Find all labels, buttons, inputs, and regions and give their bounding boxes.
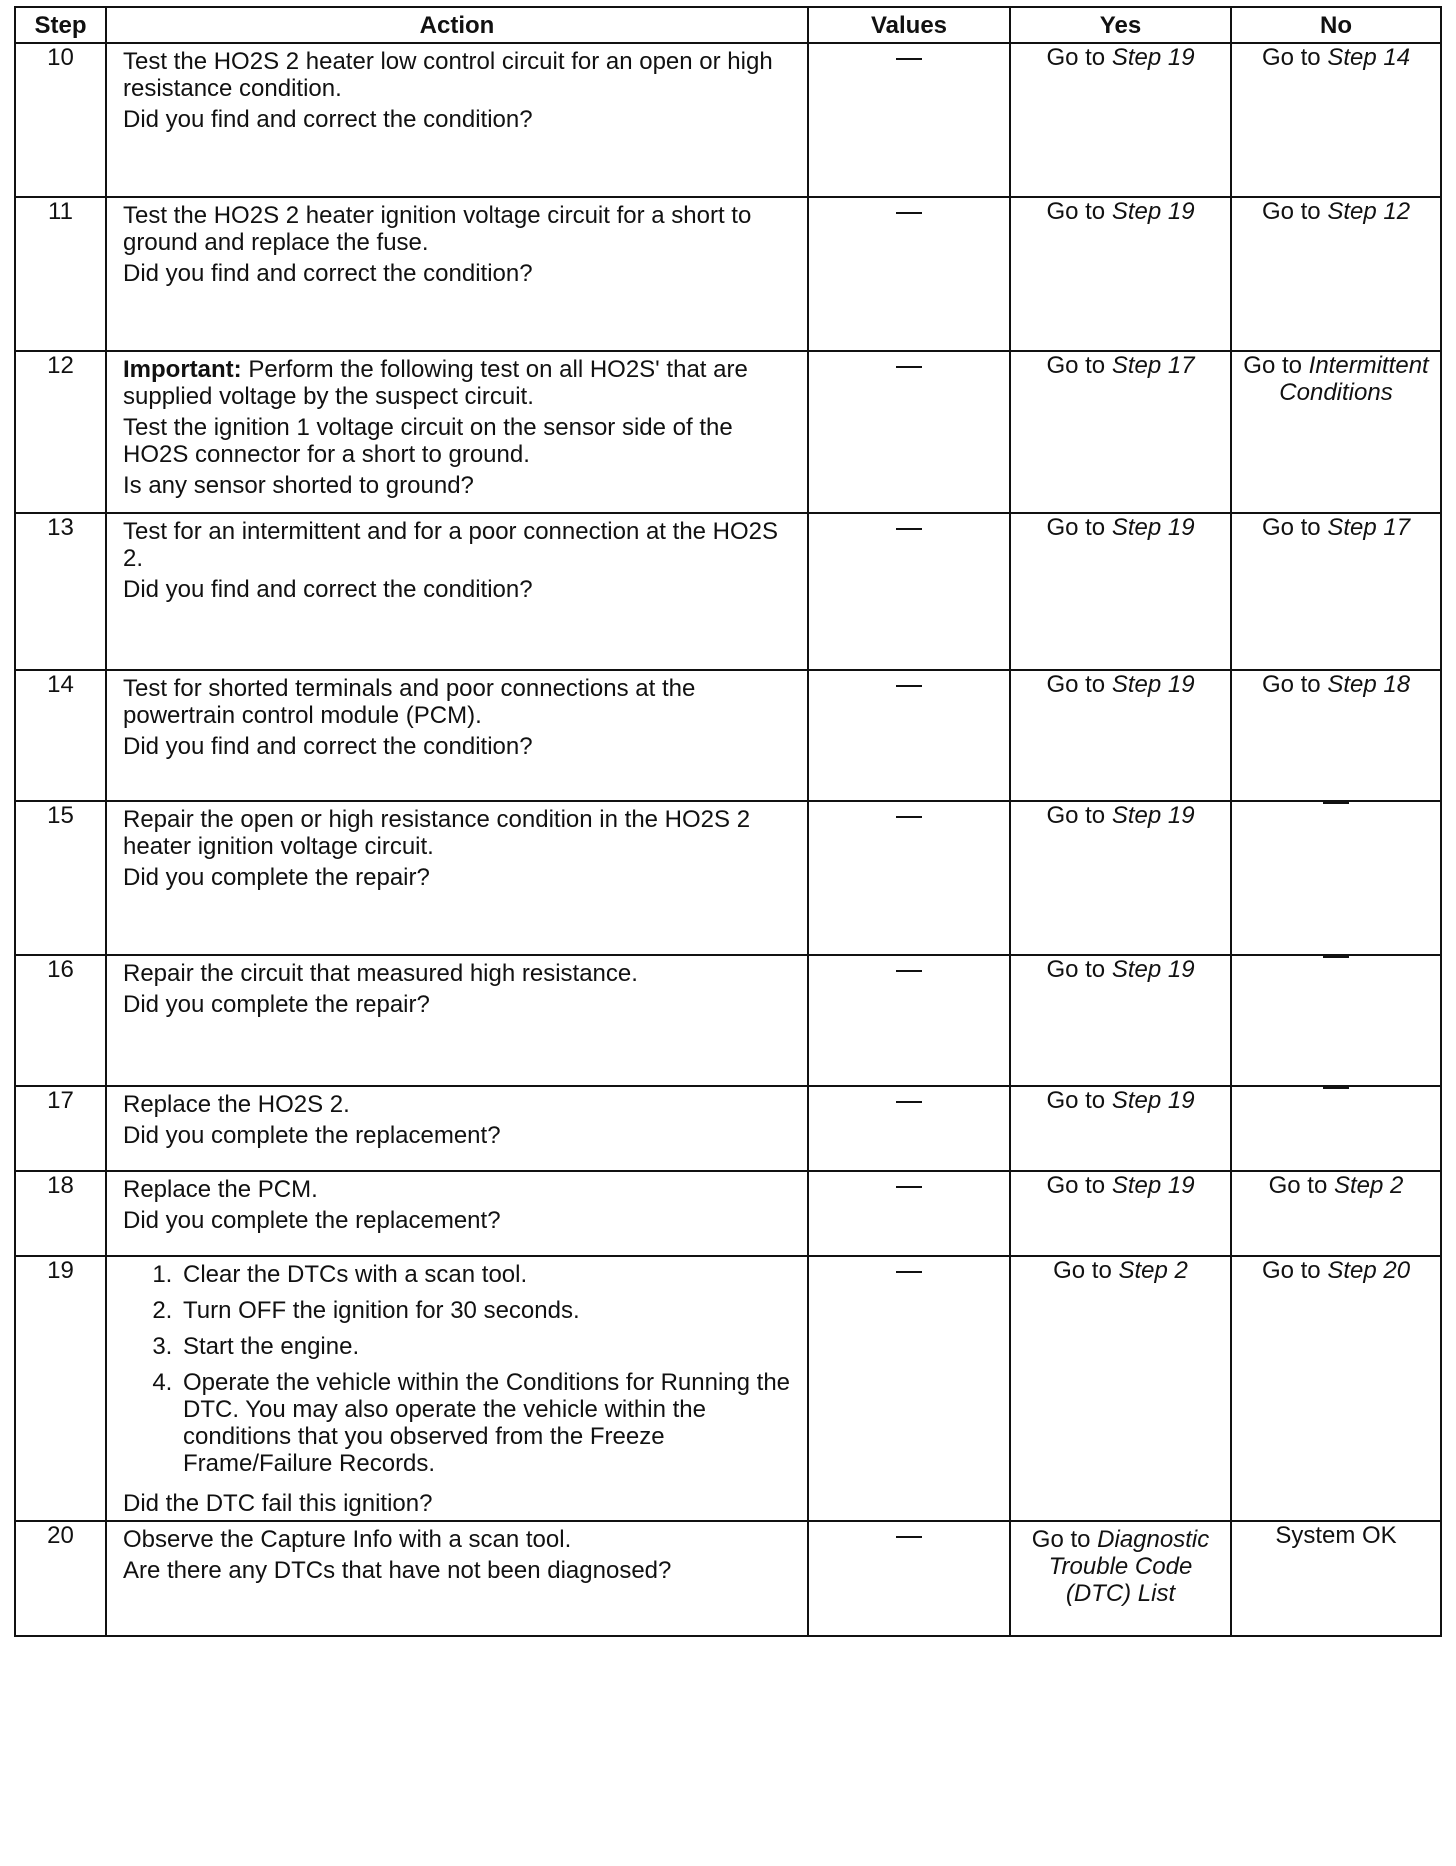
system-ok-text: System OK <box>1275 1522 1397 1549</box>
action-question: Did you find and correct the condition? <box>123 106 533 133</box>
yes-prefix: Go to <box>1046 956 1112 983</box>
values-cell <box>808 1171 1010 1256</box>
no-goto-link[interactable] <box>1262 671 1410 698</box>
yes-goto-link[interactable] <box>1046 1087 1194 1114</box>
table-row-step-15 <box>15 801 1441 955</box>
dash-mark <box>896 1271 922 1273</box>
yes-cell[interactable] <box>1010 1086 1231 1171</box>
values-cell <box>808 955 1010 1086</box>
action-text: Replace the PCM. <box>123 1176 318 1203</box>
dash-mark <box>896 528 922 530</box>
dash-mark <box>1323 1087 1349 1089</box>
step-number: 18 <box>15 1171 106 1256</box>
yes-link-text: Step 19 <box>1111 44 1195 71</box>
no-prefix: Go to <box>1261 44 1328 71</box>
table-row-step-10 <box>15 43 1441 197</box>
yes-goto-link[interactable] <box>1053 1257 1188 1284</box>
step-number: 17 <box>15 1086 106 1171</box>
table-header-row <box>15 7 1441 43</box>
yes-prefix: Go to <box>1046 671 1112 698</box>
header-step: Step <box>15 7 106 43</box>
header-yes: Yes <box>1010 7 1231 43</box>
yes-link-text: Step 19 <box>1111 802 1195 829</box>
no-prefix: Go to <box>1261 198 1328 225</box>
action-cell <box>106 670 808 801</box>
table-row-step-20 <box>15 1521 1441 1636</box>
action-cell <box>106 1256 808 1521</box>
values-cell <box>808 351 1010 513</box>
values-cell <box>808 1086 1010 1171</box>
step-number: 19 <box>15 1256 106 1521</box>
values-cell <box>808 43 1010 197</box>
action-question: Did you find and correct the condition? <box>123 733 533 760</box>
dash-mark <box>896 366 922 368</box>
yes-goto-link[interactable] <box>1046 956 1194 983</box>
important-note <box>123 356 791 410</box>
values-cell <box>808 670 1010 801</box>
action-question: Did you complete the repair? <box>123 991 430 1018</box>
no-prefix: Go to <box>1261 671 1328 698</box>
table-row-step-13 <box>15 513 1441 670</box>
table-row-step-19 <box>15 1256 1441 1521</box>
important-label: Important: <box>123 356 242 383</box>
action-question: Did you complete the replacement? <box>123 1122 501 1149</box>
dash-mark <box>896 58 922 60</box>
step-number: 12 <box>15 351 106 513</box>
no-cell <box>1231 955 1441 1086</box>
no-link-text: Step 18 <box>1327 671 1411 698</box>
action-text: Test the HO2S 2 heater ignition voltage circuit for a short to ground and replace the fuse. <box>123 202 752 256</box>
no-prefix: Go to <box>1261 514 1328 541</box>
no-goto-link[interactable] <box>1262 514 1410 541</box>
action-question: Did the DTC fail this ignition? <box>123 1490 433 1517</box>
table-row-step-14 <box>15 670 1441 801</box>
no-link-text: Step 14 <box>1327 44 1411 71</box>
yes-goto-link[interactable] <box>1046 802 1194 829</box>
step-number: 11 <box>15 197 106 351</box>
action-cell <box>106 43 808 197</box>
yes-link-text: Step 19 <box>1111 514 1195 541</box>
dash-mark <box>1323 802 1349 804</box>
yes-goto-link[interactable] <box>1046 514 1194 541</box>
action-cell <box>106 197 808 351</box>
yes-prefix: Go to <box>1046 514 1112 541</box>
table-row-step-12 <box>15 351 1441 513</box>
step-number: 20 <box>15 1521 106 1636</box>
values-cell <box>808 513 1010 670</box>
yes-prefix: Go to <box>1046 1172 1112 1199</box>
step-number: 16 <box>15 955 106 1086</box>
list-item: 1. Clear the DTCs with a scan tool. <box>179 1261 791 1288</box>
list-item: 4. Operate the vehicle within the Conditions for Running the DTC. You may also operate the vehicle within the conditions that you observed from the Freeze Frame/Failure Records. <box>179 1369 791 1477</box>
action-cell <box>106 513 808 670</box>
no-cell[interactable] <box>1231 197 1441 351</box>
yes-prefix: Go to <box>1046 352 1112 379</box>
dash-mark <box>896 1186 922 1188</box>
action-cell <box>106 351 808 513</box>
action-cell <box>106 955 808 1086</box>
action-text: Observe the Capture Info with a scan tool. <box>123 1526 572 1553</box>
list-item: 3. Start the engine. <box>179 1333 791 1360</box>
no-cell[interactable] <box>1231 351 1441 513</box>
no-link-text: Step 20 <box>1327 1257 1411 1284</box>
dash-mark <box>896 1536 922 1538</box>
dash-mark <box>896 1101 922 1103</box>
yes-cell[interactable] <box>1010 1171 1231 1256</box>
action-question: Did you find and correct the condition? <box>123 576 533 603</box>
yes-link-text: Step 19 <box>1111 956 1195 983</box>
important-text: Perform the following test on all HO2S' that are supplied voltage by the suspect circuit. <box>123 356 748 410</box>
no-goto-link[interactable] <box>1269 1172 1404 1199</box>
dash-mark <box>1323 956 1349 958</box>
yes-prefix: Go to <box>1031 1526 1098 1553</box>
yes-cell[interactable] <box>1010 955 1231 1086</box>
no-cell[interactable] <box>1231 513 1441 670</box>
no-cell[interactable] <box>1231 43 1441 197</box>
no-cell[interactable] <box>1231 1171 1441 1256</box>
action-text: Replace the HO2S 2. <box>123 1091 350 1118</box>
no-link-text: Intermittent Conditions <box>1279 352 1429 406</box>
yes-prefix: Go to <box>1046 44 1112 71</box>
no-prefix: Go to <box>1243 352 1309 379</box>
yes-prefix: Go to <box>1053 1257 1119 1284</box>
no-prefix: Go to <box>1261 1257 1328 1284</box>
list-item: 2. Turn OFF the ignition for 30 seconds. <box>179 1297 791 1324</box>
table-row-step-16 <box>15 955 1441 1086</box>
yes-link-text: Step 19 <box>1111 1087 1195 1114</box>
action-text: Test for shorted terminals and poor connections at the powertrain control module (PCM). <box>123 675 696 729</box>
no-link-text: Step 12 <box>1327 198 1411 225</box>
table-row-step-17 <box>15 1086 1441 1171</box>
yes-prefix: Go to <box>1046 198 1112 225</box>
dash-mark <box>896 970 922 972</box>
no-goto-link[interactable] <box>1262 44 1410 71</box>
header-no: No <box>1231 7 1441 43</box>
yes-link-text: Diagnostic Trouble Code (DTC) List <box>1048 1526 1210 1607</box>
header-action: Action <box>106 7 808 43</box>
no-cell <box>1231 801 1441 955</box>
diagnostic-table <box>14 6 1442 1637</box>
yes-cell[interactable] <box>1010 351 1231 513</box>
yes-goto-link[interactable] <box>1046 352 1194 379</box>
yes-goto-link[interactable] <box>1046 671 1194 698</box>
values-cell <box>808 1521 1010 1636</box>
yes-cell[interactable] <box>1010 1521 1231 1636</box>
no-link-text: Step 17 <box>1327 514 1411 541</box>
dash-mark <box>896 685 922 687</box>
yes-link-text: Step 19 <box>1111 198 1195 225</box>
no-cell[interactable] <box>1231 1256 1441 1521</box>
no-goto-link[interactable] <box>1262 198 1410 225</box>
yes-link-text: Step 19 <box>1111 671 1195 698</box>
diagnostic-table-page <box>14 6 1440 1637</box>
yes-cell[interactable] <box>1010 197 1231 351</box>
action-text: Test the HO2S 2 heater low control circuit for an open or high resistance condition. <box>123 48 773 102</box>
step-number: 15 <box>15 801 106 955</box>
yes-prefix: Go to <box>1046 1087 1112 1114</box>
step-number: 14 <box>15 670 106 801</box>
yes-cell[interactable] <box>1010 801 1231 955</box>
dash-mark <box>896 212 922 214</box>
no-cell <box>1231 1086 1441 1171</box>
table-row-step-11 <box>15 197 1441 351</box>
action-cell <box>106 1086 808 1171</box>
table-row-step-18 <box>15 1171 1441 1256</box>
yes-cell[interactable] <box>1010 1256 1231 1521</box>
action-cell <box>106 801 808 955</box>
action-cell <box>106 1171 808 1256</box>
action-text: Repair the circuit that measured high resistance. <box>123 960 638 987</box>
yes-link-text: Step 17 <box>1111 352 1195 379</box>
no-prefix: Go to <box>1268 1172 1334 1199</box>
yes-link-text: Step 2 <box>1118 1257 1188 1284</box>
procedure-list <box>123 1261 791 1486</box>
no-cell <box>1231 1521 1441 1636</box>
action-question: Is any sensor shorted to ground? <box>123 472 474 499</box>
no-cell[interactable] <box>1231 670 1441 801</box>
no-goto-link[interactable] <box>1238 352 1434 406</box>
action-text: Repair the open or high resistance condition in the HO2S 2 heater ignition voltage circuit. <box>123 806 751 860</box>
action-question: Are there any DTCs that have not been diagnosed? <box>123 1557 672 1584</box>
values-cell <box>808 197 1010 351</box>
values-cell <box>808 1256 1010 1521</box>
action-text: Test the ignition 1 voltage circuit on the sensor side of the HO2S connector for a short to ground. <box>123 414 733 468</box>
dash-mark <box>896 816 922 818</box>
yes-goto-link[interactable] <box>1046 44 1194 71</box>
yes-prefix: Go to <box>1046 802 1112 829</box>
header-values: Values <box>808 7 1010 43</box>
values-cell <box>808 801 1010 955</box>
step-number: 13 <box>15 513 106 670</box>
no-goto-link[interactable] <box>1262 1257 1410 1284</box>
yes-goto-link[interactable] <box>1046 1172 1194 1199</box>
action-question: Did you complete the replacement? <box>123 1207 501 1234</box>
step-number: 10 <box>15 43 106 197</box>
no-link-text: Step 2 <box>1333 1172 1404 1199</box>
yes-cell[interactable] <box>1010 513 1231 670</box>
action-question: Did you complete the repair? <box>123 864 430 891</box>
action-cell <box>106 1521 808 1636</box>
yes-goto-link[interactable] <box>1017 1526 1224 1607</box>
yes-cell[interactable] <box>1010 43 1231 197</box>
action-question: Did you find and correct the condition? <box>123 260 533 287</box>
yes-link-text: Step 19 <box>1111 1172 1195 1199</box>
yes-cell[interactable] <box>1010 670 1231 801</box>
yes-goto-link[interactable] <box>1046 198 1194 225</box>
action-text: Test for an intermittent and for a poor connection at the HO2S 2. <box>123 518 779 572</box>
